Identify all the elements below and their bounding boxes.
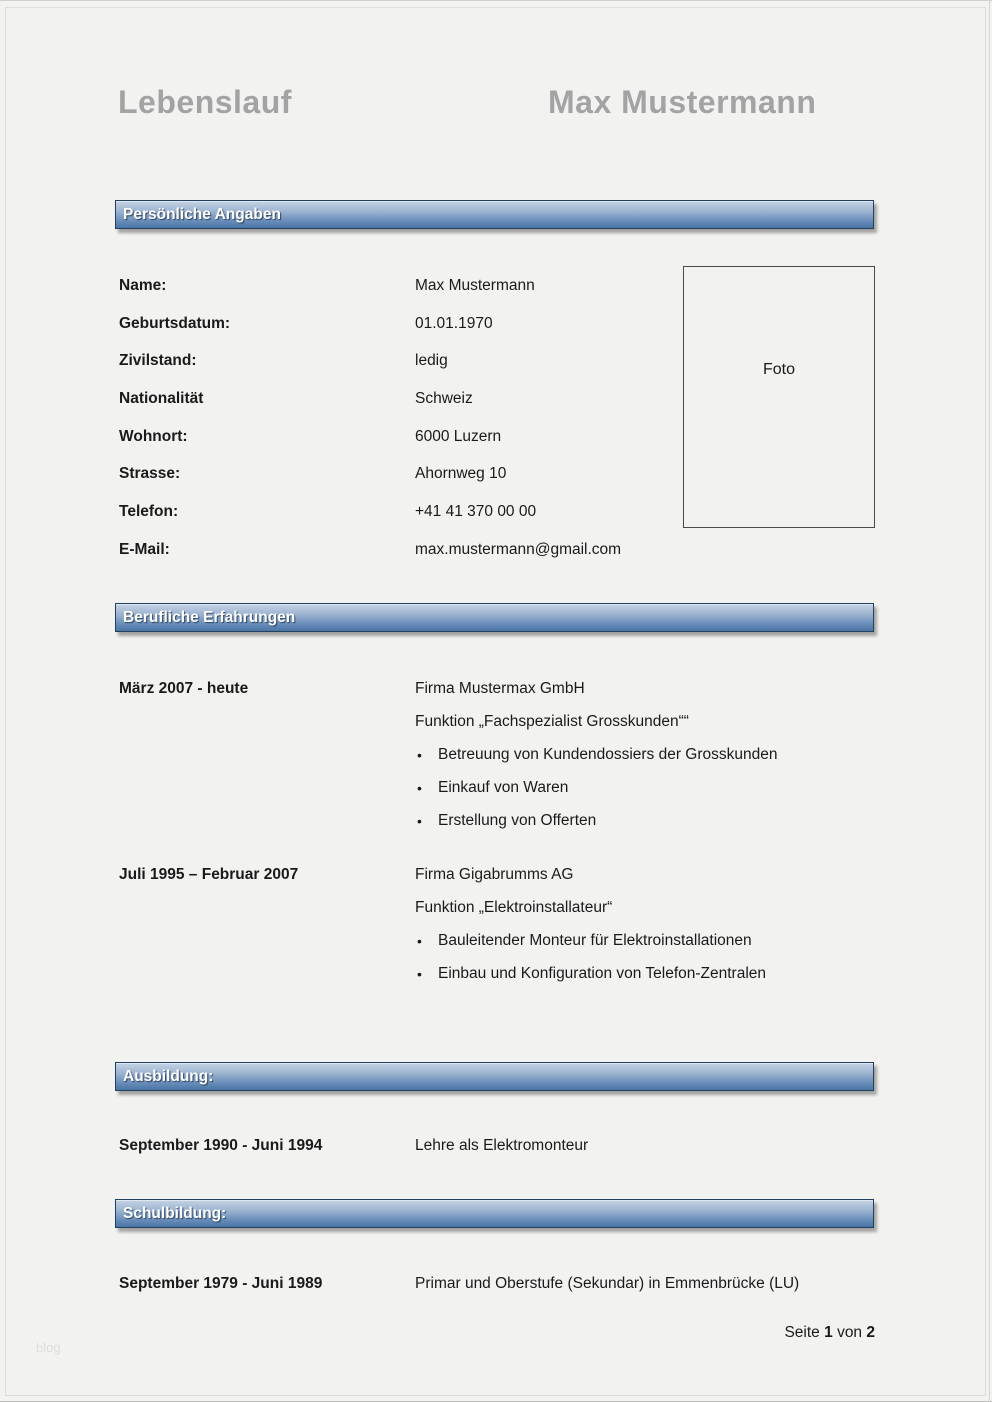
personal-row-city: [119, 428, 679, 445]
watermark: blog: [35, 1339, 61, 1356]
field-value: 6000 Luzern: [415, 428, 502, 445]
field-label: Nationalität: [119, 390, 204, 407]
field-value: Max Mustermann: [415, 277, 535, 294]
personal-row-nationality: [119, 390, 679, 407]
school-value: Primar und Oberstufe (Sekundar) in Emmenbrücke (LU): [415, 1275, 800, 1292]
experience-bullet-text: Einkauf von Waren: [438, 778, 569, 796]
field-label: Name:: [119, 277, 167, 294]
experience-bullet: [417, 738, 875, 771]
field-value: +41 41 370 00 00: [415, 503, 537, 520]
photo-placeholder-label: Foto: [762, 361, 795, 378]
bullet-icon: •: [417, 932, 422, 949]
experience-company: Firma Mustermax GmbH: [415, 679, 585, 697]
personal-row-phone: [119, 503, 679, 520]
section-header-school: [115, 1199, 874, 1228]
field-value: ledig: [415, 352, 448, 369]
experience-bullet-text: Bauleitender Monteur für Elektroinstallationen: [438, 931, 752, 949]
document-title: Lebenslauf: [118, 84, 292, 120]
field-value: Schweiz: [415, 390, 473, 407]
experience-bullet-text: Betreuung von Kundendossiers der Grosskunden: [438, 745, 778, 763]
document-author-name: Max Mustermann: [548, 84, 817, 120]
section-header-personal-label: Persönliche Angaben: [123, 205, 281, 223]
footer-page-number: 1: [824, 1324, 833, 1341]
experience-period: Juli 1995 – Februar 2007: [119, 865, 299, 883]
field-label: Wohnort:: [119, 428, 188, 445]
education-entry: [119, 1137, 919, 1154]
experience-bullet-text: Erstellung von Offerten: [438, 811, 597, 829]
school-period: September 1979 - Juni 1989: [119, 1275, 323, 1292]
field-label: Zivilstand:: [119, 352, 197, 369]
education-value: Lehre als Elektromonteur: [415, 1137, 589, 1154]
experience-role: Funktion „Elektroinstallateur“: [415, 898, 613, 916]
experience-entry: [119, 672, 875, 837]
section-header-experience-label: Berufliche Erfahrungen: [123, 608, 296, 626]
experience-bullet: [417, 957, 875, 990]
section-header-education: [115, 1062, 874, 1091]
bullet-icon: •: [417, 965, 422, 982]
personal-row-name: [119, 277, 679, 294]
experience-bullet-text: Einbau und Konfiguration von Telefon-Zentralen: [438, 964, 767, 982]
bullet-icon: •: [417, 812, 422, 829]
footer-label: Seite: [784, 1324, 820, 1341]
personal-row-email: [119, 541, 679, 558]
experience-company: Firma Gigabrumms AG: [415, 865, 574, 883]
footer-total-pages: 2: [866, 1324, 875, 1341]
field-label: E-Mail:: [119, 541, 170, 558]
experience-bullet: [417, 804, 875, 837]
experience-entry-header: [119, 858, 875, 891]
section-header-education-label: Ausbildung:: [123, 1067, 214, 1085]
field-label: Telefon:: [119, 503, 179, 520]
page-edge-top: [0, 0, 992, 1]
footer-separator: von: [837, 1324, 863, 1341]
section-header-personal: [115, 200, 874, 229]
section-header-experience: [115, 603, 874, 632]
school-entry: [119, 1275, 919, 1292]
page-number-footer: [119, 1324, 875, 1342]
bullet-icon: •: [417, 779, 422, 796]
experience-bullet: [417, 924, 875, 957]
field-label: Strasse:: [119, 465, 181, 482]
section-header-school-label: Schulbildung:: [123, 1204, 227, 1222]
experience-entry-header: [119, 672, 875, 705]
bullet-icon: •: [417, 746, 422, 763]
experience-role: Funktion „Fachspezialist Grosskunden““: [415, 712, 689, 730]
page-edge-right: [989, 0, 990, 1402]
photo-placeholder: [683, 266, 875, 528]
personal-row-civil-status: [119, 352, 679, 369]
field-value: max.mustermann@gmail.com: [415, 541, 622, 558]
field-label: Geburtsdatum:: [119, 315, 231, 332]
field-value: 01.01.1970: [415, 315, 493, 332]
experience-period: März 2007 - heute: [119, 679, 249, 697]
experience-entry: [119, 858, 875, 990]
personal-row-street: [119, 465, 679, 482]
personal-row-birthdate: [119, 315, 679, 332]
experience-bullet: [417, 771, 875, 804]
education-period: September 1990 - Juni 1994: [119, 1137, 323, 1154]
field-value: Ahornweg 10: [415, 465, 507, 482]
